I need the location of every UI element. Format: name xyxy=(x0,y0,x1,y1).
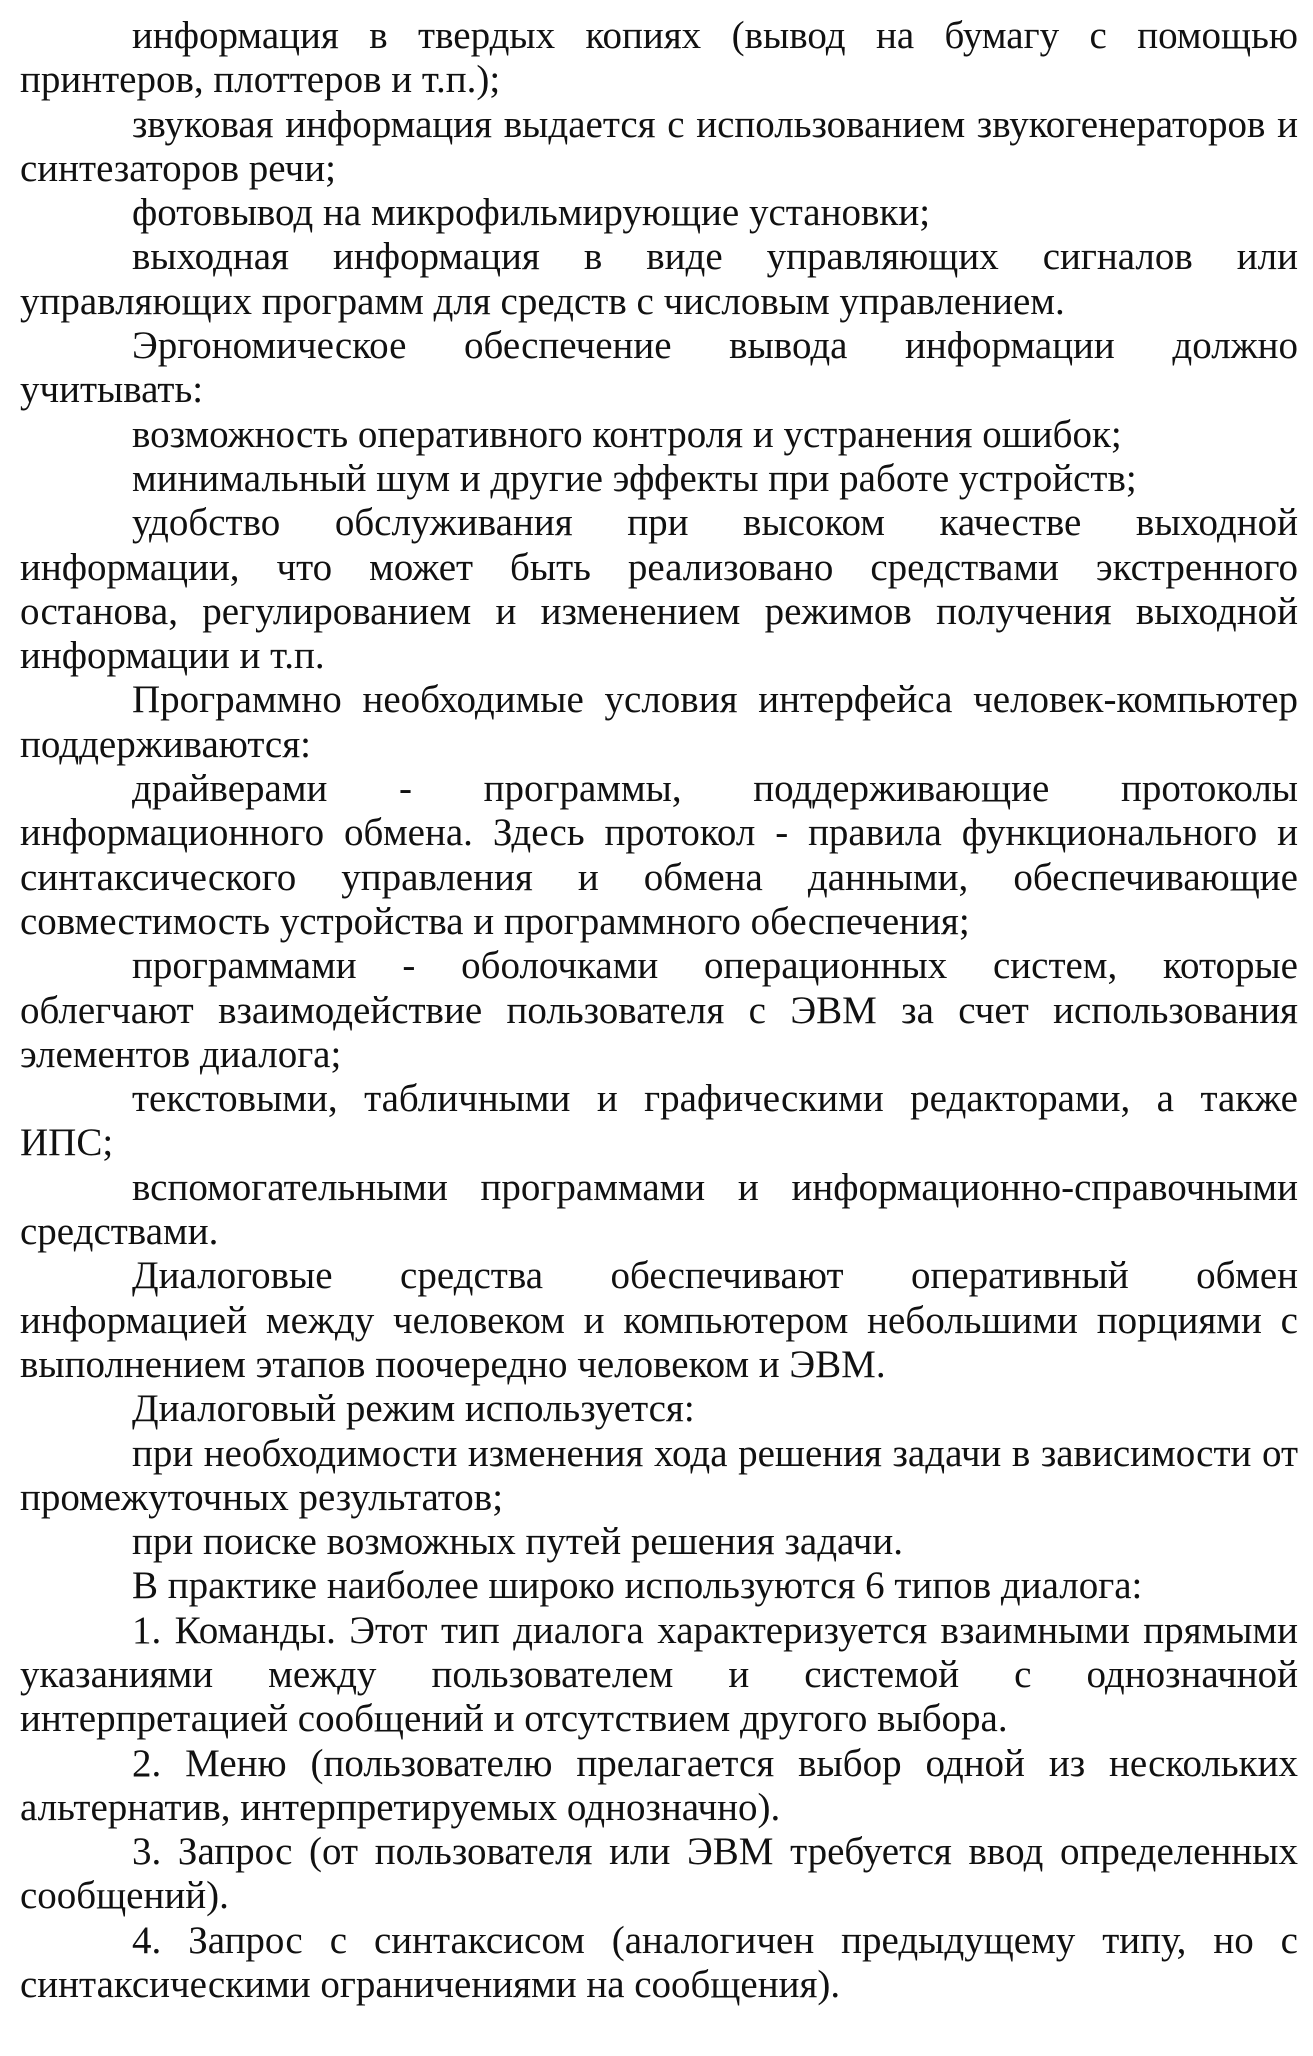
paragraph: информация в твердых копиях (вывод на бумагу с помощью принтеров, плоттеров и т.п.); xyxy=(20,14,1298,102)
paragraph: Диалоговый режим используется: xyxy=(132,1387,695,1431)
paragraph: минимальный шум и другие эффекты при работе устройств; xyxy=(132,456,1137,500)
paragraph: драйверами - программы, поддерживающие протоколы информационного обмена. Здесь протокол - правила функционального и синтаксического управления и обмена данными, обеспечивающие совместимость устройства и программного обеспечения; xyxy=(20,767,1298,943)
paragraph: вспомогательными программами и информационно-справочными средствами. xyxy=(20,1165,1298,1254)
paragraph: звуковая информация выдается с использованием звукогенераторов и синтезаторов речи; xyxy=(20,102,1298,190)
paragraph: при необходимости изменения хода решения задачи в зависимости от промежуточных результатов; xyxy=(20,1431,1298,1519)
paragraph: удобство обслуживания при высоком качестве выходной информации, что может быть реализовано средствами экстренного останова, регулированием и изменением режимов получения выходной информации и т.п. xyxy=(20,501,1298,678)
paragraph: 3. Запрос (от пользователя или ЭВМ требуется ввод определенных сообщений). xyxy=(20,1830,1298,1918)
paragraph: Программно необходимые условия интерфейса человек-компьютер поддерживаются: xyxy=(20,678,1298,766)
paragraph: Эргономическое обеспечение вывода информации должно учитывать: xyxy=(20,324,1298,412)
paragraph: программами - оболочками операционных систем, которые облегчают взаимодействие пользователя с ЭВМ за счет использования элементов диалога; xyxy=(20,944,1298,1076)
paragraph: при поиске возможных путей решения задачи. xyxy=(132,1520,904,1564)
paragraph: 2. Меню (пользователю прелагается выбор одной из нескольких альтернатив, интерпретируемых однозначно). xyxy=(20,1741,1298,1829)
document-page xyxy=(20,14,1298,2007)
paragraph: В практике наиболее широко используются 6 типов диалога: xyxy=(132,1564,1143,1608)
paragraph: возможность оперативного контроля и устранения ошибок; xyxy=(132,412,1122,456)
paragraph: Диалоговые средства обеспечивают оперативный обмен информацией между человеком и компьютером небольшими порциями с выполнением этапов поочередно человеком и ЭВМ. xyxy=(20,1254,1298,1386)
paragraph: выходная информация в виде управляющих сигналов или управляющих программ для средств с числовым управлением. xyxy=(20,235,1298,323)
paragraph: текстовыми, табличными и графическими редакторами, а также ИПС; xyxy=(20,1077,1298,1165)
paragraph: фотовывод на микрофильмирующие установки; xyxy=(132,191,931,235)
paragraph: 1. Команды. Этот тип диалога характеризуется взаимными прямыми указаниями между пользователем и системой с однозначной интерпретацией сообщений и отсутствием другого выбора. xyxy=(20,1608,1298,1741)
paragraph: 4. Запрос с синтаксисом (аналогичен предыдущему типу, но с синтаксическими ограничениями на сообщения). xyxy=(20,1918,1298,2007)
